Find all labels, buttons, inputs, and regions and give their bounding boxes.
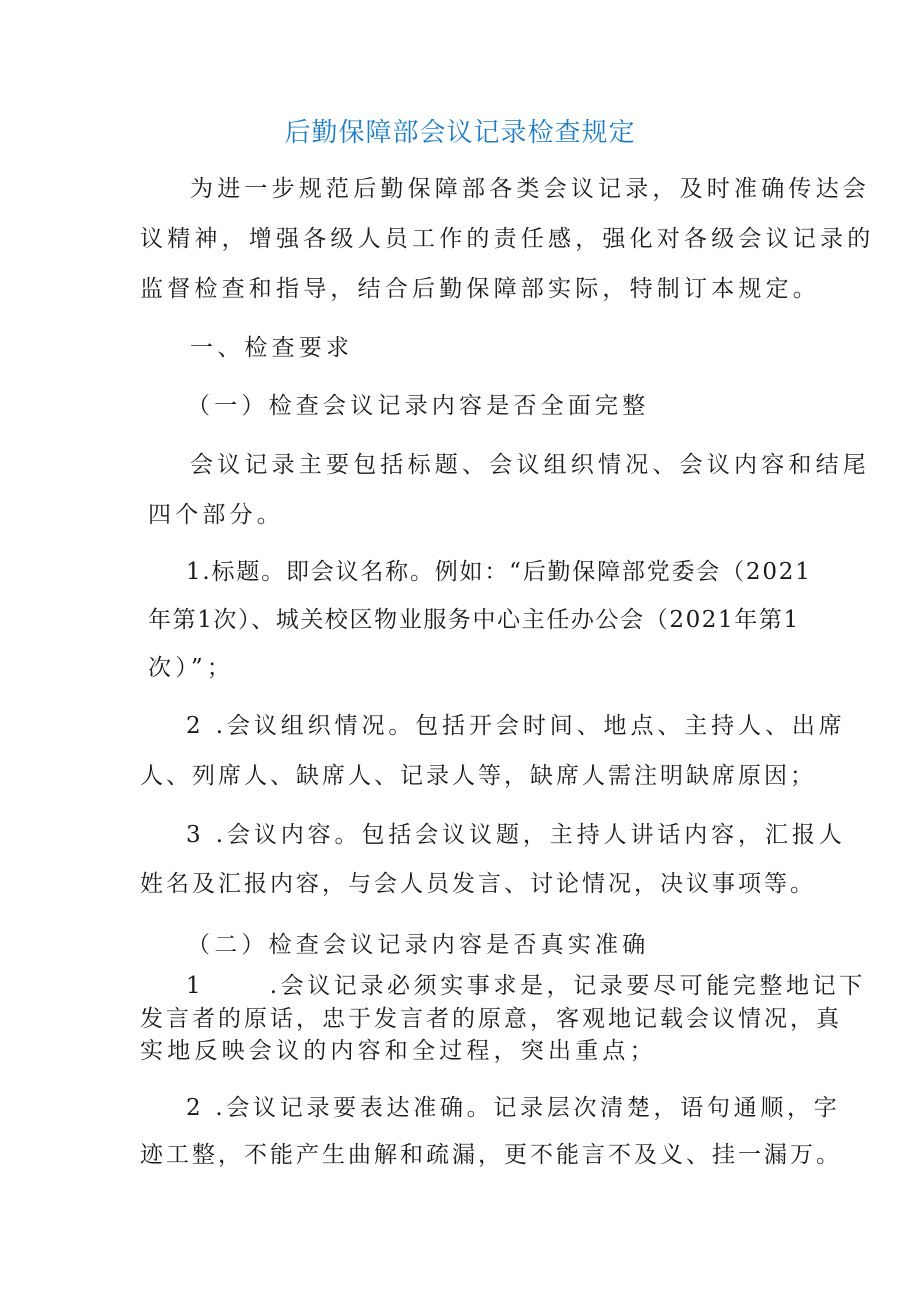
- body-line: 四个部分。: [148, 502, 284, 528]
- body-line: 实地反映会议的内容和全过程，突出重点；: [140, 1038, 657, 1064]
- body-line: 人、列席人、缺席人、记录人等，缺席人需注明缺席原因；: [140, 763, 816, 789]
- body-line: 迹工整，不能产生曲解和疏漏，更不能言不及义、挂一漏万。: [140, 1142, 842, 1168]
- body-line: 年第1次）、城关校区物业服务中心主任办公会（2021年第1: [148, 607, 800, 633]
- subsection-heading: （一）检查会议记录内容是否全面完整: [187, 393, 650, 419]
- body-line: 3 .会议内容。包括会议议题，主持人讲话内容，汇报人: [186, 822, 846, 848]
- body-line: 监督检查和指导，结合后勤保障部实际，特制订本规定。: [140, 276, 820, 302]
- body-line: 1.标题。即会议名称。例如：“后勤保障部党委会（2021: [186, 559, 812, 585]
- section-heading: 一、检查要求: [190, 335, 354, 361]
- body-line: 议精神，增强各级人员工作的责任感，强化对各级会议记录的: [140, 226, 875, 252]
- document-title: 后勤保障部会议记录检查规定: [284, 118, 636, 148]
- body-line: 会议记录主要包括标题、会议组织情况、会议内容和结尾: [190, 452, 870, 478]
- body-line: 发言者的原话，忠于发言者的原意，客观地记载会议情况，真: [140, 1006, 842, 1032]
- body-line: 为进一步规范后勤保障部各类会议记录，及时准确传达会: [190, 176, 870, 202]
- body-line: 姓名及汇报内容，与会人员发言、讨论情况，决议事项等。: [140, 871, 816, 897]
- body-line: 2 .会议组织情况。包括开会时间、地点、主持人、出席: [186, 713, 846, 739]
- body-line: 1 .会议记录必须实事求是，记录要尽可能完整地记下: [186, 973, 866, 999]
- subsection-heading: （二）检查会议记录内容是否真实准确: [187, 932, 650, 958]
- body-line: 次）”；: [148, 655, 235, 681]
- body-line: 2 .会议记录要表达准确。记录层次清楚，语句通顺，字: [186, 1095, 841, 1121]
